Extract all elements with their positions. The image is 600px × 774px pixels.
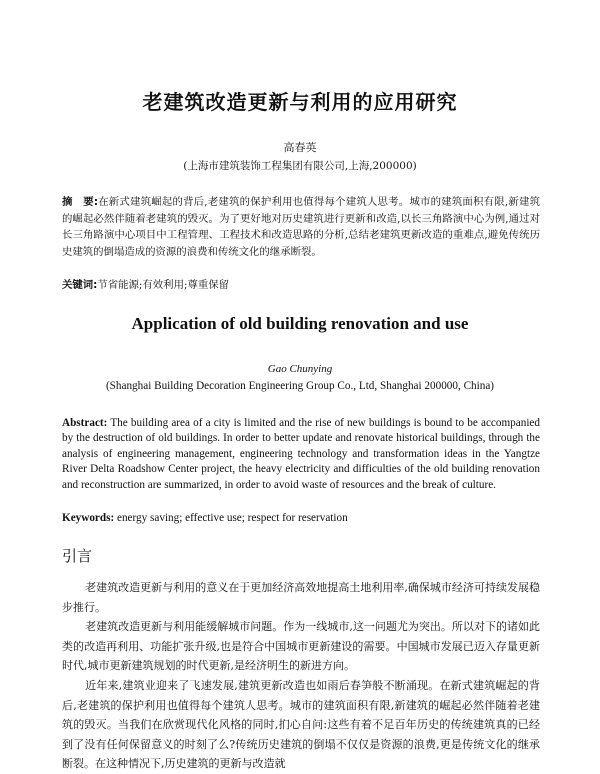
body-paragraph: 老建筑改造更新与利用的意义在于更加经济高效地提高土地利用率,确保城市经济可持续发展稳步推行。 bbox=[62, 581, 540, 614]
chinese-title: 老建筑改造更新与利用的应用研究 bbox=[142, 90, 458, 114]
section-heading: 引言 bbox=[62, 547, 93, 565]
english-title: Application of old building renovation and use bbox=[131, 314, 469, 333]
body-paragraph: 老建筑改造更新与利用能缓解城市问题。作为一线城市,这一问题尤为突出。所以对下的诸如此类的改造再利用、功能扩张升级,也是符合中国城市更新建设的需要。中国城市发展已迈入存量更新时代,城市更新建筑规划的时代更新,是经济明生的新进方向。 bbox=[62, 620, 540, 673]
english-abstract-text: The building area of a city is limited and the rise of new buildings is bound to be accompanied by the destruction of old buildings. In order to better update and renovate historical buildings, through the analysis of engineering management, engineering technology and transformation ideas in the Yangtze River Delta Roadshow Center project, the heavy electricity and difficulties of the old building renovation and reconstruction are summarized, in order to avoid waste of resources and the break of culture. bbox=[62, 417, 540, 491]
english-author: Gao Chunying bbox=[267, 363, 333, 375]
chinese-keywords-label: 关键词: bbox=[62, 279, 98, 291]
section-body bbox=[62, 578, 540, 771]
chinese-keywords bbox=[62, 276, 540, 291]
chinese-abstract-text: 在新式建筑崛起的背后,老建筑的保护利用也值得每个建筑人思考。城市的建筑面积有限,新建筑的崛起必然伴随着老建筑的毁灭。为了更好地对历史建筑进行更新和改造,以长三角路演中心为例,通过对长三角路演中心项目中工程管理、工程技术和改造思路的分析,总结老建筑更新改造的重难点,避免传统历史建筑的倒塌造成的资源的浪费和传统文化的继承断裂。 bbox=[62, 196, 540, 258]
english-keywords-label: Keywords: bbox=[62, 512, 115, 524]
chinese-abstract-label: 摘 要: bbox=[62, 196, 98, 208]
english-keywords bbox=[62, 512, 540, 524]
english-abstract-label: Abstract: bbox=[62, 417, 108, 429]
chinese-affiliation: (上海市建筑装饰工程集团有限公司,上海,200000) bbox=[183, 160, 417, 172]
english-keywords-text: energy saving; effective use; respect for reservation bbox=[117, 512, 348, 524]
chinese-author: 高春英 bbox=[283, 141, 317, 154]
english-affiliation: (Shanghai Building Decoration Engineering Group Co., Ltd, Shanghai 200000, China) bbox=[105, 380, 495, 392]
english-abstract bbox=[62, 416, 540, 493]
body-paragraph: 近年来,建筑业迎来了飞速发展,建筑更新改造也如雨后春笋般不断涌现。在新式建筑崛起的背后,老建筑的保护利用也值得每个建筑人思考。城市的建筑面积有限,新建筑的崛起必然伴随着老建筑的毁灭。当我们在欣赏现代化风格的同时,扪心自问:这些有着不足百年历史的传统建筑真的已经到了没有任何保留意义的时刻了么?传统历史建筑的倒塌不仅仅是资源的浪费,更是传统文化的继承断裂。在这种情况下,历史建筑的更新与改造就 bbox=[62, 678, 540, 771]
chinese-abstract bbox=[62, 194, 540, 260]
chinese-keywords-text: 节省能源;有效利用;尊重保留 bbox=[97, 279, 230, 291]
